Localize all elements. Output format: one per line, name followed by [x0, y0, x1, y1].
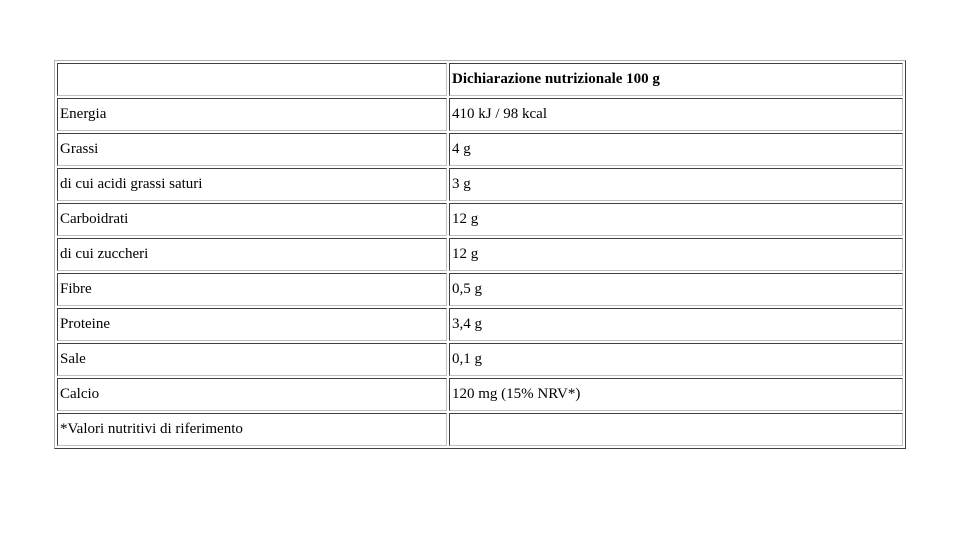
nutrient-label: di cui acidi grassi saturi: [57, 168, 447, 201]
nutrient-value: 4 g: [449, 133, 903, 166]
table-row: [57, 308, 903, 341]
nutrient-value: 12 g: [449, 203, 903, 236]
nutrient-value: 120 mg (15% NRV*): [449, 378, 903, 411]
table-row: [57, 98, 903, 131]
table-row: [57, 413, 903, 446]
nutrient-label: Carboidrati: [57, 203, 447, 236]
table-row: [57, 378, 903, 411]
nutrient-value: 0,5 g: [449, 273, 903, 306]
nutrient-value: 3,4 g: [449, 308, 903, 341]
table-row: [57, 168, 903, 201]
nutrient-label: Energia: [57, 98, 447, 131]
nutrient-label: Sale: [57, 343, 447, 376]
table-row: [57, 343, 903, 376]
table-header-row: [57, 63, 903, 96]
nutrient-value: 3 g: [449, 168, 903, 201]
nutrient-label: Calcio: [57, 378, 447, 411]
nutrient-label: Proteine: [57, 308, 447, 341]
nutrient-value: 0,1 g: [449, 343, 903, 376]
table-row: [57, 273, 903, 306]
nutrient-label: di cui zuccheri: [57, 238, 447, 271]
nutrient-value: 12 g: [449, 238, 903, 271]
nutrient-value: 410 kJ / 98 kcal: [449, 98, 903, 131]
table-row: [57, 238, 903, 271]
header-label-cell: [57, 63, 447, 96]
footnote-cell: *Valori nutritivi di riferimento: [57, 413, 447, 446]
table-row: [57, 203, 903, 236]
table-row: [57, 133, 903, 166]
nutrition-table: [54, 60, 906, 449]
header-value-cell: Dichiarazione nutrizionale 100 g: [449, 63, 903, 96]
footnote-empty-cell: [449, 413, 903, 446]
nutrient-label: Fibre: [57, 273, 447, 306]
nutrient-label: Grassi: [57, 133, 447, 166]
